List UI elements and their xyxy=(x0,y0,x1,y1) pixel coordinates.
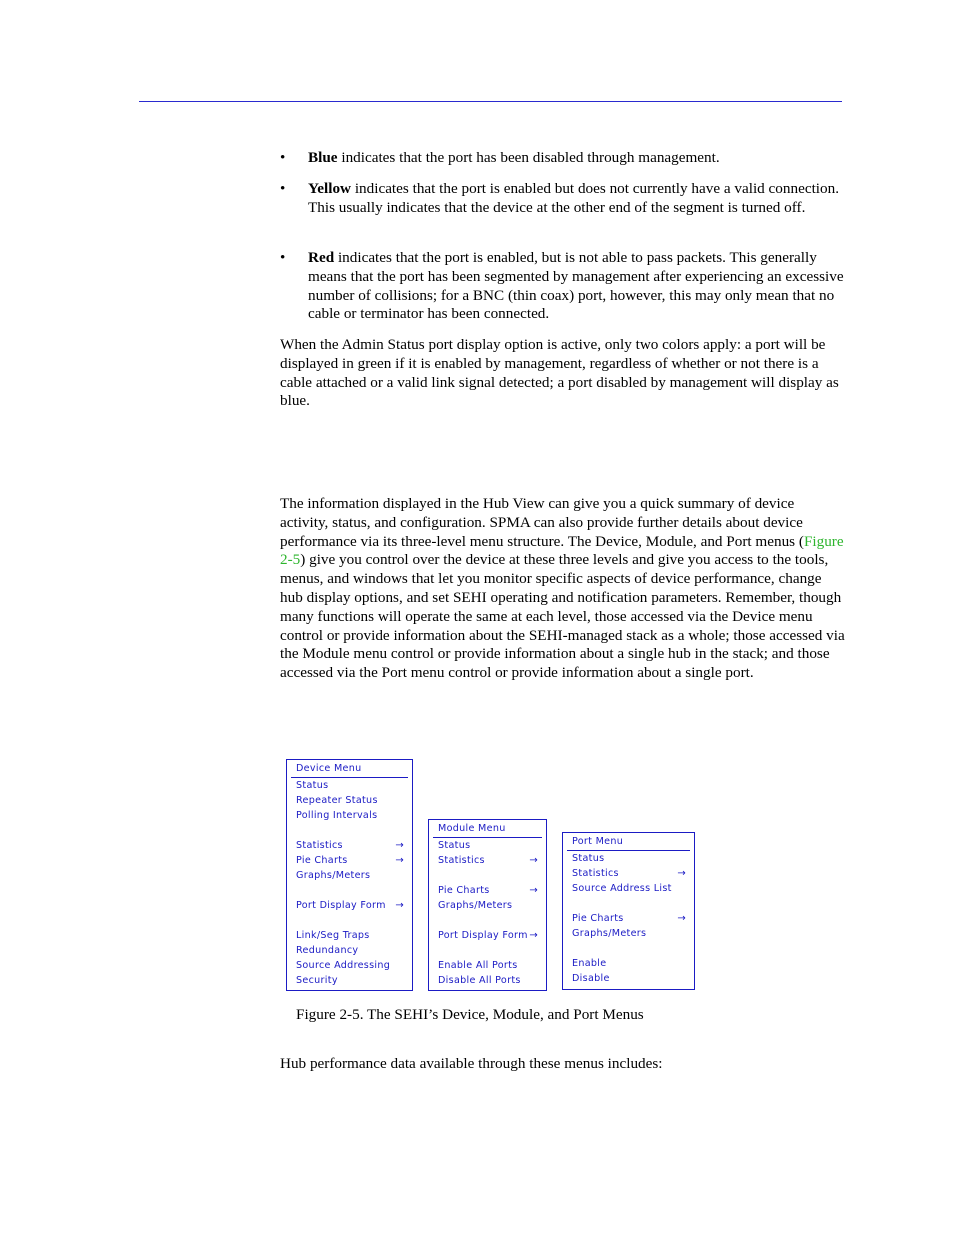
bullet-red xyxy=(280,249,845,324)
menu-item-label: Pie Charts xyxy=(438,885,490,896)
port-menu-item-disable[interactable]: Disable xyxy=(572,973,610,984)
menu-item-label: Statistics xyxy=(296,840,343,851)
submenu-arrow-icon: → xyxy=(529,885,538,896)
port-menu-item-graphs-meters[interactable]: Graphs/Meters xyxy=(572,928,647,939)
figure-caption: Figure 2-5. The SEHI’s Device, Module, and Port Menus xyxy=(296,1006,644,1023)
menu-item-label: Port Display Form xyxy=(438,930,528,941)
module-menu-item-pie-charts[interactable] xyxy=(438,883,538,898)
device-menu-item-pie-charts[interactable] xyxy=(296,853,404,868)
bullet-text: indicates that the port has been disabled through management. xyxy=(337,149,720,166)
device-menu-item-port-display-form[interactable] xyxy=(296,898,404,913)
info-text-after: ) give you control over the device at these three levels and give you access to the tools, menus, and windows that let you monitor specific aspects of device performance, change hub display options, and set SEHI operating and notification parameters. Remember, though many functions will operate the same at each level, those accessed via the Device menu control or provide information about the SEHI-managed stack as a whole; those accessed via the Module menu control or provide information about a single hub in the stack; and those accessed via the Port menu control or provide information about a single port. xyxy=(280,551,845,682)
module-menu-item-statistics[interactable] xyxy=(438,853,538,868)
submenu-arrow-icon: → xyxy=(395,840,404,851)
submenu-arrow-icon: → xyxy=(529,855,538,866)
header-rule xyxy=(139,101,842,102)
menu-item-label: Pie Charts xyxy=(296,855,348,866)
module-menu-title: Module Menu xyxy=(438,823,506,834)
bullet-text: indicates that the port is enabled but does not currently have a valid connection. This usually indicates that the device at the other end of the segment is turned off. xyxy=(308,180,839,216)
bullet-dot: • xyxy=(280,180,286,197)
device-menu-title: Device Menu xyxy=(296,763,362,774)
bullet-blue xyxy=(280,149,845,168)
admin-status-paragraph: When the Admin Status port display option is active, only two colors apply: a port will be displayed in green if it is enabled by management, regardless of whether or not there is a cable attached or a valid link signal detected; a port disabled by management will display as blue. xyxy=(280,336,839,410)
port-menu xyxy=(562,832,695,990)
bullet-term: Yellow xyxy=(308,180,352,197)
port-menu-title: Port Menu xyxy=(572,836,624,847)
device-menu-item-status[interactable]: Status xyxy=(296,780,329,791)
port-menu-item-statistics[interactable] xyxy=(572,866,686,881)
bullet-term: Red xyxy=(308,249,335,266)
bullet-dot: • xyxy=(280,149,286,166)
device-menu-item-graphs-meters[interactable]: Graphs/Meters xyxy=(296,870,371,881)
device-menu-item-statistics[interactable] xyxy=(296,838,404,853)
menu-item-label: Port Display Form xyxy=(296,900,386,911)
submenu-arrow-icon: → xyxy=(395,900,404,911)
submenu-arrow-icon: → xyxy=(677,868,686,879)
device-menu-item-security[interactable]: Security xyxy=(296,975,338,986)
port-menu-item-pie-charts[interactable] xyxy=(572,911,686,926)
info-paragraph xyxy=(280,495,845,683)
module-menu-item-disable-all-ports[interactable]: Disable All Ports xyxy=(438,975,521,986)
menu-item-label: Pie Charts xyxy=(572,913,624,924)
device-menu-item-source-addressing[interactable]: Source Addressing xyxy=(296,960,391,971)
device-menu-item-redundancy[interactable]: Redundancy xyxy=(296,945,359,956)
module-menu-item-status[interactable]: Status xyxy=(438,840,471,851)
port-menu-item-status[interactable]: Status xyxy=(572,853,605,864)
bullet-dot: • xyxy=(280,249,286,266)
port-menu-item-enable[interactable]: Enable xyxy=(572,958,607,969)
menu-item-label: Statistics xyxy=(438,855,485,866)
menu-item-label: Statistics xyxy=(572,868,619,879)
bullet-yellow xyxy=(280,180,845,218)
module-menu xyxy=(428,819,547,991)
device-menu xyxy=(286,759,413,991)
bullet-text: indicates that the port is enabled, but is not able to pass packets. This generally means that the port has been segmented by management after experiencing an excessive number of collisions; for a BNC (thin coax) port, however, this may only mean that no cable or terminator has been connected. xyxy=(308,249,844,323)
submenu-arrow-icon: → xyxy=(677,913,686,924)
submenu-arrow-icon: → xyxy=(529,930,538,941)
device-menu-item-polling-intervals[interactable]: Polling Intervals xyxy=(296,810,378,821)
device-menu-item-link-seg-traps[interactable]: Link/Seg Traps xyxy=(296,930,370,941)
info-text-before: The information displayed in the Hub View can give you a quick summary of device activity, status, and configuration. SPMA can also provide further details about device performance via its three-level menu structure. The Device, Module, and Port menus ( xyxy=(280,495,804,550)
module-menu-item-graphs-meters[interactable]: Graphs/Meters xyxy=(438,900,513,911)
device-menu-item-repeater-status[interactable]: Repeater Status xyxy=(296,795,378,806)
figure-link[interactable]: Figure 2-5 xyxy=(280,532,844,569)
port-menu-item-source-address-list[interactable]: Source Address List xyxy=(572,883,672,894)
submenu-arrow-icon: → xyxy=(395,855,404,866)
module-menu-item-enable-all-ports[interactable]: Enable All Ports xyxy=(438,960,518,971)
bullet-term: Blue xyxy=(308,149,338,166)
module-menu-item-port-display-form[interactable] xyxy=(438,928,538,943)
closing-paragraph: Hub performance data available through these menus includes: xyxy=(280,1055,663,1072)
